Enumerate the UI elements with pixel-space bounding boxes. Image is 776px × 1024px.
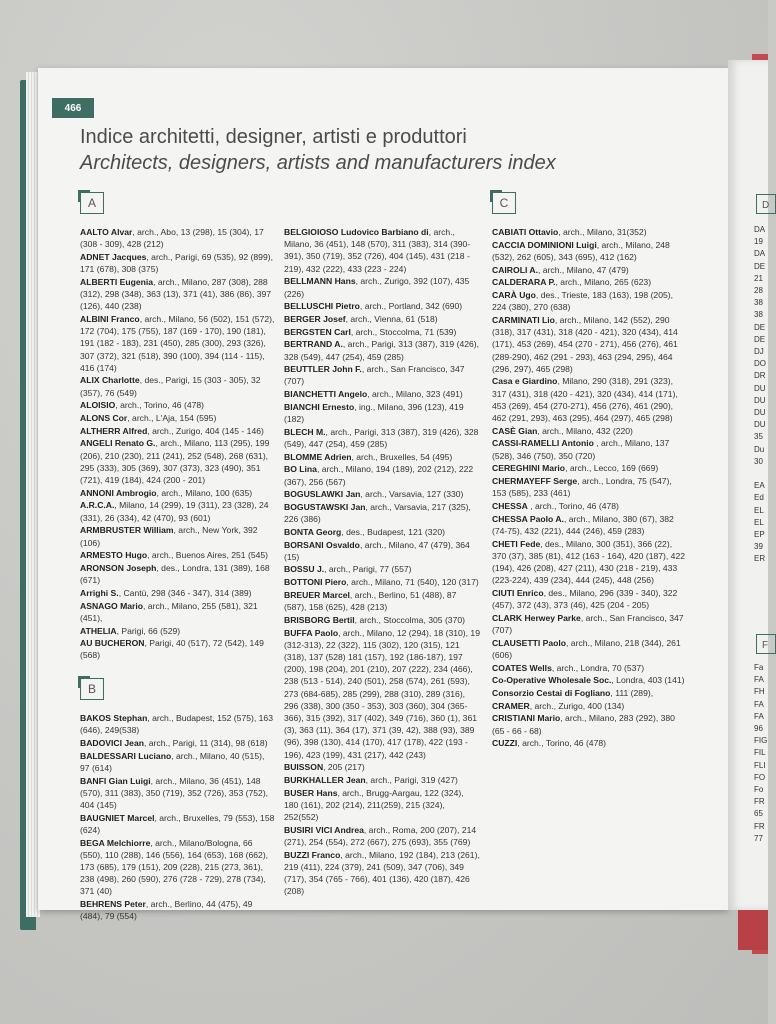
- entry-references: , ing., Milano, 396 (123), 419 (182): [284, 401, 464, 425]
- index-entry: [492, 737, 688, 749]
- entry-name: BERGSTEN Carl: [284, 326, 351, 337]
- entry-references: , arch., Stoccolma, 71 (539): [350, 326, 457, 337]
- entry-name: ALONS Cor: [80, 413, 128, 424]
- index-entry: [80, 587, 276, 599]
- entry-name: CACCIA DOMINIONI Luigi: [492, 239, 597, 250]
- entry-name: ARMESTO Hugo: [80, 550, 148, 561]
- entry-references: , arch., Stoccolma, 305 (370): [354, 614, 466, 625]
- index-entry: [80, 487, 276, 499]
- entry-name: BIANCHI Ernesto: [284, 401, 355, 412]
- index-entry: [492, 462, 688, 474]
- entry-references: , arch., Torino, 46 (478): [527, 500, 619, 511]
- entry-references: , Milano, 14 (299), 19 (311), 23 (328), 24 (331), 26 (334), 42 (470), 93 (601): [80, 500, 269, 523]
- index-entry: [284, 463, 480, 487]
- facing-page-fragment: FH: [754, 687, 765, 697]
- facing-page-fragment: Ed: [754, 493, 764, 503]
- entry-name: AALTO Alvar: [80, 227, 133, 237]
- entry-name: BONTA Georg: [284, 526, 342, 537]
- entry-references: , arch., Milano, 255 (581), 321 (451),: [80, 600, 258, 623]
- entry-references: , arch., San Francisco, 347 (707): [284, 364, 465, 387]
- facing-page-fragment: DE: [754, 322, 766, 332]
- entry-name: CHESSA Paolo A.: [492, 513, 564, 524]
- index-entry: [284, 451, 480, 463]
- entry-references: , arch., Milano, 113 (295), 199 (206), 210 (230), 211 (241), 252 (548), 268 (631), 295 (333), 305 (369), 307 (373), 323 (490), 351 (721), 419 (184), 424 (200 - 201): [80, 438, 270, 486]
- entry-name: BURKHALLER Jean: [284, 774, 366, 785]
- entry-references: , arch., Milano, 265 (623): [555, 277, 652, 288]
- index-entry: [284, 388, 480, 400]
- facing-page-fragment: 21: [754, 273, 763, 283]
- section-letter-b: B: [80, 678, 104, 700]
- entry-references: , arch., Londra, 70 (537): [551, 662, 645, 673]
- index-entry: [492, 700, 688, 712]
- entry-name: CABIATI Ottavio: [492, 227, 559, 237]
- facing-page-fragment: Fa: [754, 663, 764, 672]
- entry-references: , arch., Milano, 323 (491): [367, 389, 463, 400]
- entry-references: , arch., Bruxelles, 79 (553), 158 (624): [80, 812, 275, 835]
- facing-page-fragment: FA: [754, 711, 764, 721]
- entry-name: Co-Operative Wholesale Soc.: [492, 675, 612, 686]
- entry-references: , arch., New York, 392 (106): [80, 525, 258, 548]
- page-title-english: Architects, designers, artists and manufacturers index: [80, 152, 556, 174]
- entry-name: CAIROLI A.: [492, 264, 538, 275]
- entry-name: BADOVICI Jean: [80, 738, 144, 749]
- entry-references: , arch., Milano, 12 (294), 18 (310), 19 (312-313), 22 (322), 115 (302), 120 (315), 121 (318), 137 (528) 181 (157), 192 (186-187), 197 (200), 198 (204), 201 (210), 207 (222), 234 (466), 238 (513 - 514), 240 (501), 258 (574), 261 (593), 273 (684-685), 285 (299), 288 (310), 289 (316), 296 (338), 300 (350 - 353), 303 (360), 304 (365-366), 315 (392), 317 (402), 349 (716), 360 (1), 361 (3), 363 (11), 364 (17), 371 (39, 42), 388 (93), 389 (96), 398 (130), 414 (170), 417 (178), 422 (193 - 196), 423 (199), 431 (217), 442 (243): [284, 627, 480, 760]
- index-entry: [80, 898, 276, 922]
- index-entry: [492, 612, 688, 636]
- entry-references: , arch., Torino, 46 (478): [115, 400, 205, 411]
- entry-references: , arch., Varsavia, 217 (325), 226 (386): [284, 501, 471, 525]
- entry-name: CHESSA: [492, 500, 528, 511]
- entry-name: BRISBORG Bertil: [284, 614, 355, 625]
- facing-page-fragment: DO: [754, 359, 766, 369]
- facing-page-fragment: EP: [754, 530, 765, 539]
- entry-references: , arch., Milano, 40 (515), 97 (614): [80, 750, 265, 773]
- index-entry: [284, 338, 480, 362]
- entry-references: , arch., Milano, 71 (540), 120 (317): [346, 577, 479, 588]
- index-entry: [492, 500, 688, 512]
- index-entry: [492, 475, 688, 499]
- facing-page-fragment: 19: [754, 237, 763, 247]
- entry-references: , arch., Milano, 287 (308), 288 (312), 298 (348), 363 (13), 371 (41), 386 (86), 397 (126), 440 (238): [80, 276, 272, 312]
- index-column-2: [284, 226, 480, 898]
- entry-name: BLOMME Adrien: [284, 451, 352, 462]
- entry-name: ALTHERR Alfred: [80, 425, 148, 436]
- entry-references: , arch., Milano, 36 (451), 148 (570), 311 (383), 350 (719), 352 (726), 353 (752), 404 (145): [80, 775, 269, 811]
- entry-references: , arch., San Francisco, 347 (707): [492, 612, 684, 635]
- index-entry: [492, 637, 688, 661]
- index-entry: [284, 614, 480, 626]
- index-entry: [284, 501, 480, 525]
- index-entry: [284, 849, 480, 898]
- entry-name: BOSSU J.: [284, 564, 325, 575]
- section-letter-c: C: [492, 192, 516, 214]
- entry-name: BERGER Josef: [284, 313, 346, 324]
- entry-references: , arch., Milano, 380 (67), 382 (74-75), 432 (221), 444 (246), 459 (283): [492, 513, 674, 536]
- index-column-3: [492, 192, 688, 750]
- index-entry: [80, 226, 276, 250]
- index-entry: [284, 824, 480, 848]
- entry-references: , des., Milano, 300 (351), 366 (22), 370 (37), 385 (81), 412 (163 - 164), 420 (187), 422 (194), 426 (208), 427 (211), 430 (218 - 219), 433 (223-224), 439 (234), 444 (245), 448 (256): [492, 538, 686, 586]
- facing-page-fragment: DU: [754, 395, 766, 405]
- entry-references: , Parigi, 40 (517), 72 (542), 149 (568): [80, 638, 264, 661]
- facing-page-fragment: 65: [754, 809, 763, 819]
- index-entry: [492, 674, 688, 686]
- index-page: [38, 68, 728, 922]
- section-letter-d: D: [756, 194, 776, 214]
- entry-references: , arch., Berlino, 51 (488), 87 (587), 158 (625), 428 (213): [284, 589, 457, 613]
- entry-name: BAUGNIET Marcel: [80, 812, 155, 823]
- index-entry: [284, 275, 480, 299]
- entry-references: , arch., Parigi, 77 (557): [324, 564, 412, 575]
- entry-name: ADNET Jacques: [80, 251, 147, 262]
- entry-references: , arch., L'Aja, 154 (595): [127, 413, 217, 424]
- facing-page-fragment: FO: [754, 772, 766, 782]
- index-entry: [492, 513, 688, 537]
- entry-references: , arch., Lecco, 169 (669): [565, 463, 659, 474]
- index-entry: [284, 563, 480, 575]
- index-entry: [284, 488, 480, 500]
- entry-references: , Parigi, 66 (529): [116, 625, 181, 636]
- index-entry: [284, 589, 480, 613]
- entry-references: , arch., Milano, 432 (220): [537, 425, 633, 436]
- entry-references: , arch., Milano, 283 (292), 380 (65 - 66 - 68): [492, 713, 675, 736]
- index-entry: [80, 412, 276, 424]
- index-entry: [80, 549, 276, 561]
- entry-name: BELGIOIOSO Ludovico Barbiano di: [284, 227, 429, 237]
- facing-page-fragment: 38: [754, 310, 763, 320]
- index-entry: [492, 276, 688, 288]
- entry-name: BLECH M.: [284, 426, 326, 437]
- entry-references: , arch., Milano, 137 (528), 346 (750), 350 (720): [492, 438, 670, 461]
- entry-name: CUZZI: [492, 738, 518, 749]
- facing-page-fragment: DJ: [754, 347, 764, 356]
- index-entry: [80, 524, 276, 548]
- entry-references: , Cantù, 298 (346 - 347), 314 (389): [118, 587, 252, 598]
- facing-page-fragment: Du: [754, 444, 765, 454]
- entry-name: ARMBRUSTER William: [80, 525, 174, 536]
- entry-references: , arch., Parigi, 11 (314), 98 (618): [144, 738, 268, 749]
- entry-name: CRISTIANI Mario: [492, 713, 561, 724]
- index-entry: [80, 276, 276, 313]
- entry-name: BANFI Gian Luigi: [80, 775, 151, 786]
- section-spacer: [80, 662, 276, 678]
- index-entry: [80, 812, 276, 836]
- entry-name: CEREGHINI Mario: [492, 463, 566, 474]
- index-entry: [284, 300, 480, 312]
- entry-name: BORSANI Osvaldo: [284, 539, 360, 550]
- facing-page-fragment: DE: [754, 261, 766, 271]
- index-entry: [492, 289, 688, 313]
- entry-references: , arch., Parigi, 313 (387), 319 (426), 328 (549), 447 (254), 459 (285): [284, 426, 479, 449]
- section-letter-a: A: [80, 192, 104, 214]
- index-entry: [284, 326, 480, 338]
- entry-name: BREUER Marcel: [284, 589, 350, 600]
- entry-references: , arch., Zurigo, 404 (145 - 146): [147, 425, 264, 436]
- book-cover-corner: [738, 910, 768, 950]
- entry-name: BOGUSTAWSKI Jan: [284, 501, 366, 512]
- index-entry: [80, 499, 276, 523]
- entry-references: , arch., Berlino, 44 (475), 49 (484), 79 (554): [80, 899, 253, 922]
- index-entry: [80, 600, 276, 624]
- index-entry: [80, 399, 276, 411]
- facing-page-fragment: FIL: [754, 748, 766, 758]
- entry-name: ALBINI Franco: [80, 313, 140, 324]
- facing-page-fragment: DE: [754, 334, 766, 344]
- entry-name: BUFFA Paolo: [284, 627, 339, 638]
- facing-page-fragment: EA: [754, 481, 765, 491]
- entry-references: , arch., Parigi, 69 (535), 92 (899), 171 (678), 308 (375): [80, 251, 273, 275]
- index-entry: [80, 251, 276, 275]
- facing-page-fragment: DU: [754, 408, 766, 417]
- index-entry: [492, 712, 688, 736]
- entry-name: BUSIRI VICI Andrea: [284, 824, 364, 835]
- entry-references: , arch., Milano, 56 (502), 151 (572), 172 (704), 175 (755), 187 (169 - 170), 190 (181), 191 (182 - 183), 231 (450), 285 (300), 293 (326), 307 (372), 321 (518), 390 (100), 394 (114 - 115), 416 (174): [80, 313, 275, 373]
- facing-page-fragment: 35: [754, 432, 763, 442]
- index-entry: [492, 264, 688, 276]
- entry-references: , arch., Milano, 248 (532), 262 (605), 343 (695), 412 (162): [492, 239, 670, 262]
- entry-references: , arch., Milano, 218 (344), 261 (606): [492, 637, 681, 660]
- entry-name: BUSER Hans: [284, 787, 338, 798]
- entry-name: CASÈ Gian: [492, 425, 538, 436]
- facing-page-fragment: 39: [754, 542, 763, 552]
- entry-name: ANNONI Ambrogio: [80, 487, 157, 498]
- entry-name: CARMINATI Lio: [492, 314, 555, 325]
- entry-name: CALDERARA P.: [492, 277, 556, 288]
- entry-name: BOGUSLAWKI Jan: [284, 489, 361, 500]
- entry-references: , arch., Milano, 194 (189), 202 (212), 222 (367), 256 (567): [284, 464, 474, 487]
- entry-references: , arch., Varsavia, 127 (330): [360, 489, 464, 500]
- facing-page-fragment: FA: [754, 675, 764, 685]
- index-entry: [284, 787, 480, 824]
- index-entry: [492, 687, 688, 699]
- index-entry: [492, 437, 688, 461]
- entry-references: , des., Parigi, 15 (303 - 305), 32 (357), 76 (549): [80, 375, 261, 398]
- entry-references: , arch., Budapest, 152 (575), 163 (646), 249(538): [80, 713, 273, 736]
- index-entry: [284, 426, 480, 450]
- entry-references: , arch., Roma, 200 (207), 214 (271), 254 (554), 272 (667), 275 (693), 355 (769): [284, 824, 477, 847]
- facing-page-fragment: FIG: [754, 736, 768, 746]
- entry-name: ALIX Charlotte: [80, 375, 140, 386]
- index-entry: [492, 375, 688, 424]
- entry-references: , arch., Milano, 192 (184), 213 (261), 219 (411), 224 (379), 241 (509), 347 (706), 349 (717), 354 (765 - 766), 401 (136), 420 (187), 426 (208): [284, 849, 480, 897]
- index-entry: [284, 401, 480, 425]
- index-entry: [80, 425, 276, 437]
- facing-page-fragment: 38: [754, 298, 763, 308]
- entries-b-continued: [284, 226, 480, 897]
- entry-name: ALOISIO: [80, 400, 116, 411]
- entry-references: , Londra, 403 (141): [611, 675, 685, 686]
- facing-page-fragment: Fo: [754, 785, 764, 794]
- entry-name: ATHELIA: [80, 625, 117, 636]
- entry-name: BOTTONI Piero: [284, 577, 347, 588]
- entry-references: , arch., Milano, 31(352): [558, 227, 647, 237]
- entry-references: , arch., Milano/Bologna, 66 (550), 110 (288), 146 (556), 164 (653), 168 (662), 173 (685), 179 (151), 209 (228), 215 (273, 361), 238 (498), 260 (590), 276 (728 - 729), 278 (734), 371 (40): [80, 837, 269, 897]
- index-entry: [284, 226, 480, 275]
- entry-references: , arch., Zurigo, 400 (134): [529, 700, 625, 711]
- index-entry: [80, 374, 276, 398]
- entry-name: BELLUSCHI Pietro: [284, 301, 360, 312]
- entry-references: , arch., Brugg-Aargau, 122 (324), 180 (161), 202 (214), 211(259), 215 (324), 252(552): [284, 787, 464, 823]
- facing-page-fragment: 77: [754, 833, 763, 843]
- entry-name: Arrighi S.: [80, 587, 119, 598]
- entry-references: , des., Budapest, 121 (320): [341, 526, 445, 537]
- entry-name: BO Lina: [284, 464, 317, 475]
- facing-page-fragment: EL: [754, 505, 764, 515]
- index-entry: [492, 587, 688, 611]
- entry-name: Casa e Giardino: [492, 376, 558, 387]
- entry-name: ANGELI Renato G.: [80, 438, 156, 449]
- facing-page-fragment: DR: [754, 371, 766, 381]
- facing-page-fragment: DU: [754, 383, 766, 393]
- index-entry: [80, 437, 276, 486]
- entry-name: BEUTTLER John F.: [284, 364, 362, 375]
- entry-references: , arch., Milano, 142 (552), 290 (318), 317 (431), 318 (420 - 421), 320 (434), 414 (171), 453 (269), 454 (270 - 271), 456 (276), 461 (289-290), 462 (291 - 293), 463 (294, 295), 464 (296, 297), 465 (298): [492, 314, 678, 374]
- entry-name: BUISSON: [284, 762, 324, 773]
- index-entry: [80, 712, 276, 736]
- facing-page-fragment: EL: [754, 517, 764, 527]
- entry-name: COATES Wells: [492, 662, 552, 673]
- entry-references: , arch., Londra, 75 (547), 153 (585), 233 (461): [492, 476, 672, 499]
- entries-a: [80, 226, 276, 662]
- entry-references: , arch., Buenos Aires, 251 (545): [147, 550, 269, 561]
- entry-name: Consorzio Cestai di Fogliano: [492, 688, 611, 699]
- entry-name: BUZZI Franco: [284, 849, 341, 860]
- facing-page-fragment: DU: [754, 420, 766, 430]
- entry-name: ALBERTI Eugenia: [80, 276, 154, 287]
- entry-references: , Milano, 290 (318), 291 (323), 317 (431), 318 (420 - 421), 320 (434), 414 (171), 453 (269), 454 (270-271), 456 (276), 461 (290), 462 (291, 293), 463 (295), 464 (297), 465 (298): [492, 376, 678, 424]
- entry-name: CHETI Fede: [492, 538, 541, 549]
- entry-name: CLAUSETTI Paolo: [492, 637, 567, 648]
- entry-references: , 111 (289),: [610, 688, 654, 699]
- index-entry: [80, 750, 276, 774]
- entry-references: , arch., Zurigo, 392 (107), 435 (226): [284, 276, 470, 299]
- facing-page-fragment: 28: [754, 286, 763, 295]
- entry-references: , arch., Bruxelles, 54 (495): [351, 451, 453, 462]
- index-entry: [80, 625, 276, 637]
- index-entry: [284, 526, 480, 538]
- entries-c: [492, 226, 688, 750]
- section-letter-f: F: [756, 634, 776, 654]
- index-entry: [284, 761, 480, 773]
- entry-name: CHERMAYEFF Serge: [492, 476, 578, 487]
- entry-name: CLARK Herwey Parke: [492, 612, 581, 623]
- facing-page-fragment: FLI: [754, 760, 766, 770]
- index-entry: [284, 313, 480, 325]
- facing-page-fragment: ER: [754, 554, 766, 564]
- facing-page-fragment: DA: [754, 225, 766, 234]
- entry-references: , arch., Milano, 100 (635): [156, 487, 253, 498]
- entry-name: ARONSON Joseph: [80, 562, 157, 573]
- index-entry: [284, 627, 480, 761]
- entry-references: , arch., Torino, 46 (478): [517, 738, 607, 749]
- entry-references: , arch., Parigi, 319 (427): [365, 774, 458, 785]
- entry-name: CARÀ Ugo: [492, 290, 536, 301]
- entry-name: BEHRENS Peter: [80, 899, 146, 910]
- facing-page-fragment: FR: [754, 797, 765, 807]
- facing-page: [728, 60, 768, 910]
- index-entry: [80, 313, 276, 374]
- index-entry: [284, 363, 480, 387]
- index-entry: [80, 562, 276, 586]
- entry-name: ASNAGO Mario: [80, 600, 144, 611]
- entry-references: , arch., Parigi, 313 (387), 319 (426), 328 (549), 447 (254), 459 (285): [284, 339, 480, 362]
- page-number: 466: [52, 98, 94, 118]
- entry-references: , arch., Milano, 36 (451), 148 (570), 311 (383), 314 (390-391), 350 (719), 352 (726), 404 (145), 431 (218 - 219), 432 (222), 433 (223 - 224): [284, 227, 471, 274]
- entry-references: , arch., Abo, 13 (298), 15 (304), 17 (308 - 309), 428 (212): [80, 227, 264, 250]
- entry-references: , 205 (217): [323, 762, 365, 773]
- index-entry: [284, 576, 480, 588]
- index-entry: [492, 662, 688, 674]
- entry-name: BAKOS Stephan: [80, 713, 148, 724]
- facing-page-fragment: DA: [754, 249, 766, 259]
- entry-name: BELLMANN Hans: [284, 276, 356, 287]
- entry-name: BIANCHETTI Angelo: [284, 389, 368, 400]
- index-entry: [284, 539, 480, 563]
- entry-name: BALDESSARI Luciano: [80, 750, 172, 761]
- entry-name: CASSI-RAMELLI Antonio: [492, 438, 594, 449]
- facing-page-fragment: FA: [754, 699, 764, 709]
- entry-references: , arch., Milano, 47 (479), 364 (15): [284, 539, 470, 562]
- entry-name: CRAMER: [492, 700, 530, 711]
- index-entry: [80, 737, 276, 749]
- index-entry: [492, 538, 688, 587]
- page-title-italian: Indice architetti, designer, artisti e produttori: [80, 126, 467, 148]
- index-entry: [492, 239, 688, 263]
- index-entry: [492, 226, 688, 238]
- entry-name: BEGA Melchiorre: [80, 837, 151, 848]
- index-entry: [80, 637, 276, 661]
- index-entry: [284, 774, 480, 786]
- entry-references: , arch., Vienna, 61 (518): [345, 313, 438, 324]
- entry-name: BERTRAND A.: [284, 339, 343, 350]
- facing-page-fragment: 96: [754, 724, 763, 733]
- index-column-1: [80, 192, 276, 923]
- index-entry: [492, 425, 688, 437]
- index-entry: [80, 775, 276, 812]
- facing-page-fragment: 30: [754, 456, 763, 466]
- entry-references: , des., Londra, 131 (389), 168 (671): [80, 562, 270, 586]
- facing-page-fragment: FR: [754, 821, 765, 831]
- entry-references: , arch., Portland, 342 (690): [359, 301, 463, 312]
- entry-name: A.R.C.A.: [80, 500, 115, 511]
- entry-name: AU BUCHERON: [80, 638, 145, 649]
- index-entry: [80, 837, 276, 898]
- entry-name: CIUTI Enrico: [492, 587, 544, 598]
- entry-references: , arch., Milano, 47 (479): [538, 264, 629, 275]
- entries-b: [80, 712, 276, 922]
- entry-references: , des., Milano, 296 (339 - 340), 322 (457), 372 (43), 373 (46), 425 (204 - 205): [492, 587, 678, 611]
- entry-references: , des., Trieste, 183 (163), 198 (205), 224 (380), 270 (638): [492, 290, 674, 313]
- index-entry: [492, 314, 688, 375]
